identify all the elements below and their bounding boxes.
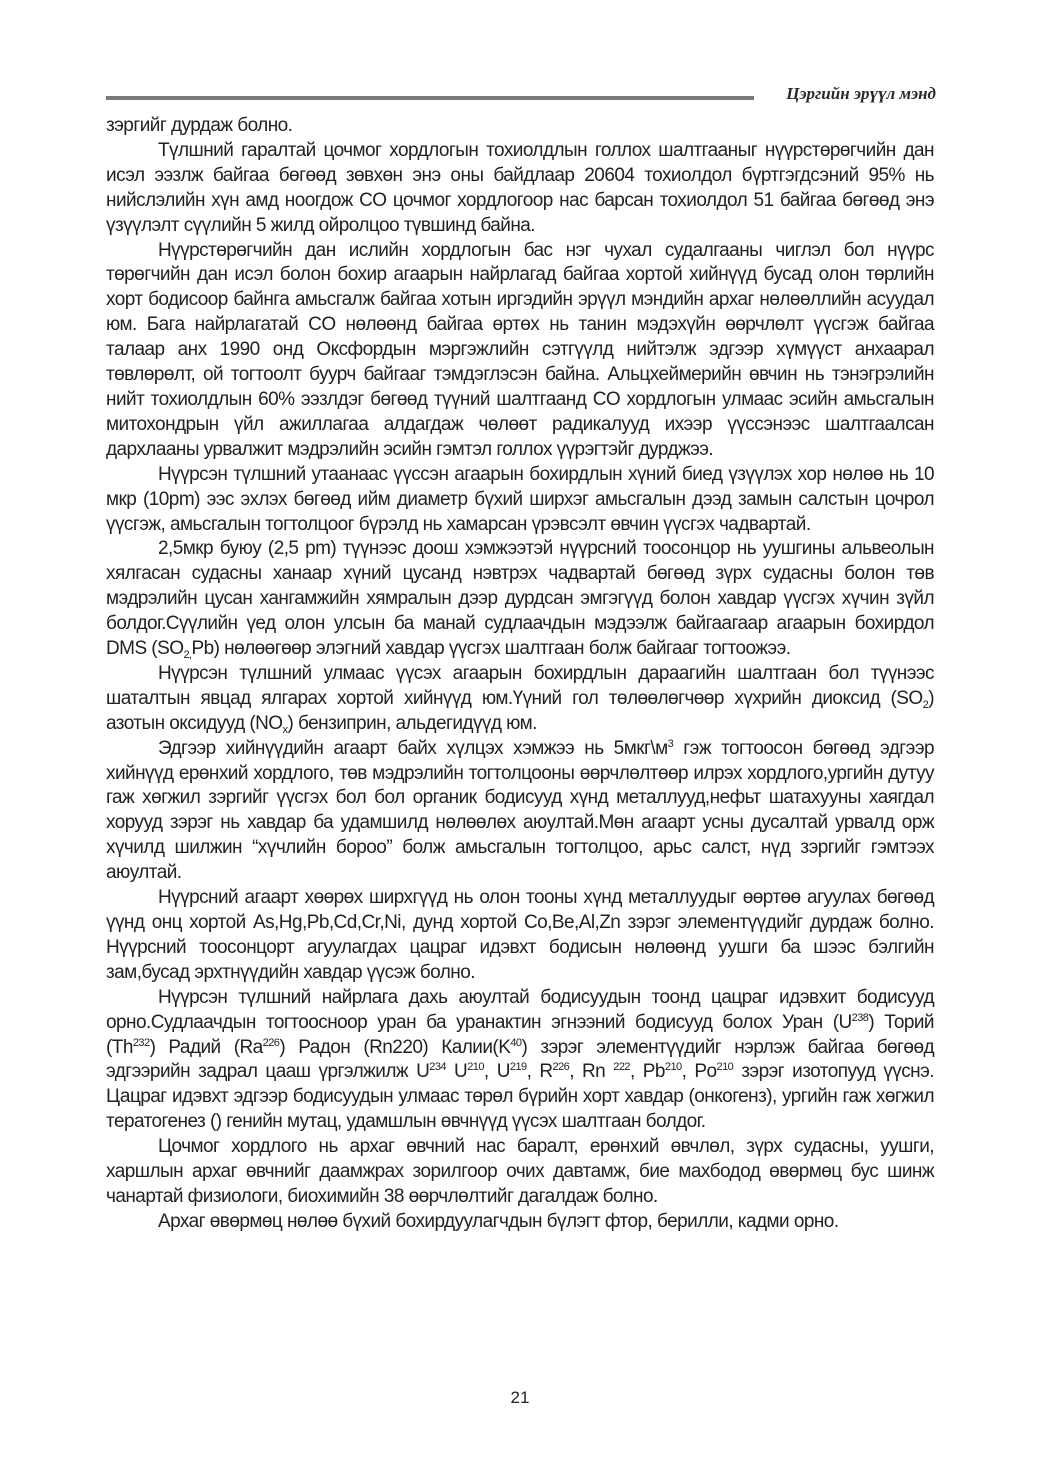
- paragraph: Нүүрсэн түлшний утаанаас үүссэн агаарын бохирдлын хүний биед үзүүлэх хор нөлөө нь 10 мкр (10pm) ээс эхлэх бөгөөд ийм диаметр бүхий ширхэг амьсгалын дээд замын салстын цочрол үүсгэж, амьсгалын тогтолцоог бүрэлд нь хамарсан үрэвсэлт өвчин үүсгэх чадвартай.: [106, 463, 934, 535]
- superscript: 210: [716, 1061, 734, 1074]
- running-title: Цэргийн эрүүл мэнд: [786, 84, 936, 103]
- text-run: ) Радон (Rn220) Калии(K: [279, 1036, 511, 1058]
- subscript: 2,: [183, 649, 192, 662]
- text-run: , R: [526, 1061, 553, 1083]
- superscript: 226: [552, 1061, 570, 1074]
- running-header: [106, 84, 936, 108]
- superscript: 232: [132, 1036, 150, 1049]
- text-run: Нүүрсэн түлшний улмаас үүсэх агаарын бохирдлын дараагийн шалтгаан бол түүнээс шаталтын явцад ялгарах хортой хийнүүд юм.Үүний гол төлөөлөгчөөр хүхрийн диоксид (SO: [106, 662, 934, 709]
- text-run: , Po: [681, 1061, 717, 1083]
- text-run: ) Радий (Ra: [149, 1036, 263, 1058]
- paragraph: Нүүрстөрөгчийн дан ислийн хордлогын бас нэг чухал судалгааны чиглэл бол нүүрс төрөгчийн дан исэл болон бохир агаарын найрлагад байгаа хортой хийнүүд бусад олон төрлийн хорт бодисоор байнга амьсгалж байгаа хотын иргэдийн эрүүл мэндийн архаг нөлөөллийн асуудал юм. Бага найрлагатай CO нөлөөнд байгаа өртөх нь танин мэдэхүйн өөрчлөлт үүсгэж байгаа талаар анх 1990 онд Оксфордын мэргэжлийн сэтгүүлд нийтэлж эдгээр хүмүүст анхаарал төвлөрөлт, ой тогтоолт буурч байгааг тэмдэглэсэн байна. Альцхеймерийн өвчин нь тэнэгрэлийн нийт тохиолдлын 60% ээзлдэг бөгөөд түүний шалтгаанд CO хордлогын улмаас эсийн амьсгалын митохондрын үйл ажиллагаа алдагдаж чөлөөт радикалууд ихээр үүссэнээс шалтгаалсан дархлааны урвалжит мэдрэлийн эсийн гэмтэл голлох үүрэгтэйг дурджээ.: [106, 239, 934, 460]
- superscript: 222: [613, 1061, 630, 1074]
- text-run: ) Торий (Th: [106, 1011, 934, 1058]
- text-run: ) бензиприн, альдегидүүд юм.: [287, 712, 537, 734]
- paragraph: Түлшний гаралтай цочмог хордлогын тохиолдлын голлох шалтгааныг нүүрстөрөгчийн дан исэл ээзлж байгаа бөгөөд зөвхөн энэ оны байдлаар 20604 тохиолдол бүртгэгдсэний 95% нь нийслэлийн хүн амд ноогдож CO цочмог хордлогоор нас барсан тохиолдол 51 байгаа бөгөөд энэ үзүүлэлт сүүлийн 5 жилд ойролцоо түвшинд байна.: [106, 139, 934, 236]
- paragraph: [106, 662, 934, 737]
- text-run: , Rn: [569, 1061, 614, 1083]
- paragraph: [106, 537, 934, 662]
- superscript: 3: [667, 737, 674, 750]
- paragraph: [106, 737, 934, 886]
- text-run: Pb) нөлөөгөөр элэгний хавдар үүсгэх шалтгаан болж байгааг тогтоожээ.: [191, 638, 791, 660]
- text-run: Эдгээр хийнүүдийн агаарт байх хүлцэх хэмжээ нь 5мкг\м: [158, 737, 668, 759]
- page-number: 21: [510, 1388, 530, 1407]
- superscript: 210: [467, 1061, 484, 1074]
- text-run: зэрэг изотопууд үүснэ. Цацраг идэвхт эдгээр бодисуудын улмаас төрөл бүрийн хорт хавдар (онкогенз), ургийн гаж хөгжил тератогенез () генийн мутац, удамшлын өвчнүүд үүсэх шалтгаан болдог.: [106, 1061, 934, 1133]
- text-run: , U: [483, 1061, 510, 1083]
- text-run: гэж тогтоосон бөгөөд эдгээр хийнүүд ерөнхий хордлого, төв мэдрэлийн тогтолцооны өөрчлөлтөөр илрэх хордлого,ургийн дутуу гаж хөгжил зэргийг үүсгэх бол бол органик бодисууд хүнд металлууд,нефьт шатахууны хаягдал хорууд зэрэг нь хавдар ба удамшилд нөлөөлөх аюултай.Мөн агаарт усны дусалтай урвалд орж хүчилд шилжин “хүчлийн бороо” болж амьсгалын тогтолцоо, арьс салст, нүд зэргийг гэмтээх аюултай.: [106, 737, 934, 884]
- text-run: ) азотын оксидууд (NO: [106, 687, 934, 734]
- superscript: 210: [664, 1061, 682, 1074]
- subscript: 2: [922, 698, 929, 711]
- superscript: 219: [509, 1061, 527, 1074]
- subscript: x: [282, 723, 288, 736]
- paragraph-isotopes: [106, 986, 934, 1135]
- superscript: 40: [510, 1036, 522, 1049]
- text-run: U: [445, 1061, 468, 1083]
- text-run: Нүүрсэн түлшний найрлага дахь аюултай бодисуудын тоонд цацраг идэвхит бодисууд орно.Судлаачдын тогтоосноор уран ба уранактин эгнээний бодисууд болох Уран (U: [106, 986, 934, 1033]
- superscript: 238: [851, 1011, 869, 1024]
- paragraph: Нүүрсний агаарт хөөрөх ширхгүүд нь олон тооны хүнд металлуудыг өөртөө агуулах бөгөөд үүнд онц хортой As,Hg,Pb,Cd,Cr,Ni, дунд хортой Co,Be,Al,Zn зэрэг элементүүдийг дурдаж болно. Нүүрсний тоосонцорт агуулагдах цацраг идэвхт бодисын нөлөөнд уушги ба шээс бэлгийн зам,бусад эрхтнүүдийн хавдар үүсэж болно.: [106, 887, 934, 983]
- header-rule: [106, 96, 754, 100]
- superscript: 234: [429, 1061, 446, 1074]
- body-text: [106, 114, 934, 1235]
- paragraph-continuation: зэргийг дурдаж болно.: [106, 115, 293, 136]
- text-run: 2,5мкр буюу (2,5 pm) түүнээс доош хэмжээтэй нүүрсний тоосонцор нь уушгины альвеолын хялгасан судасны ханаар хүний цусанд нэвтрэх чадвартай бөгөөд зүрх судасны болон төв мэдрэлийн цусан хангамжийн хямралын дээр дурдсан эмгэгүүд болон хавдар үүсгэх хүчин зүйл болдог.Сүүлийн үед олон улсын ба манай судлаачдын мэдээлж байгаагаар агаарын бохирдол DMS (SO: [106, 538, 934, 660]
- paragraph: Цочмог хордлого нь архаг өвчний нас баралт, ерөнхий өвчлөл, зүрх судасны, уушги, харшлын архаг өвчнийг даамжрах зорилгоор очих давтамж, бие махбодод өвөрмөц бус шинж чанартай физиологи, биохимийн 38 өөрчлөлтийг дагалдаж болно.: [106, 1136, 934, 1207]
- superscript: 226: [262, 1036, 280, 1049]
- paragraph: Архаг өвөрмөц нөлөө бүхий бохирдуулагчдын бүлэгт фтор, берилли, кадми орно.: [158, 1210, 839, 1232]
- text-run: , Pb: [629, 1061, 665, 1083]
- text-run: ) зэрэг элементүүдийг нэрлэж байгаа бөгөөд эдгээрийн задрал цааш үргэлжилж U: [106, 1036, 934, 1083]
